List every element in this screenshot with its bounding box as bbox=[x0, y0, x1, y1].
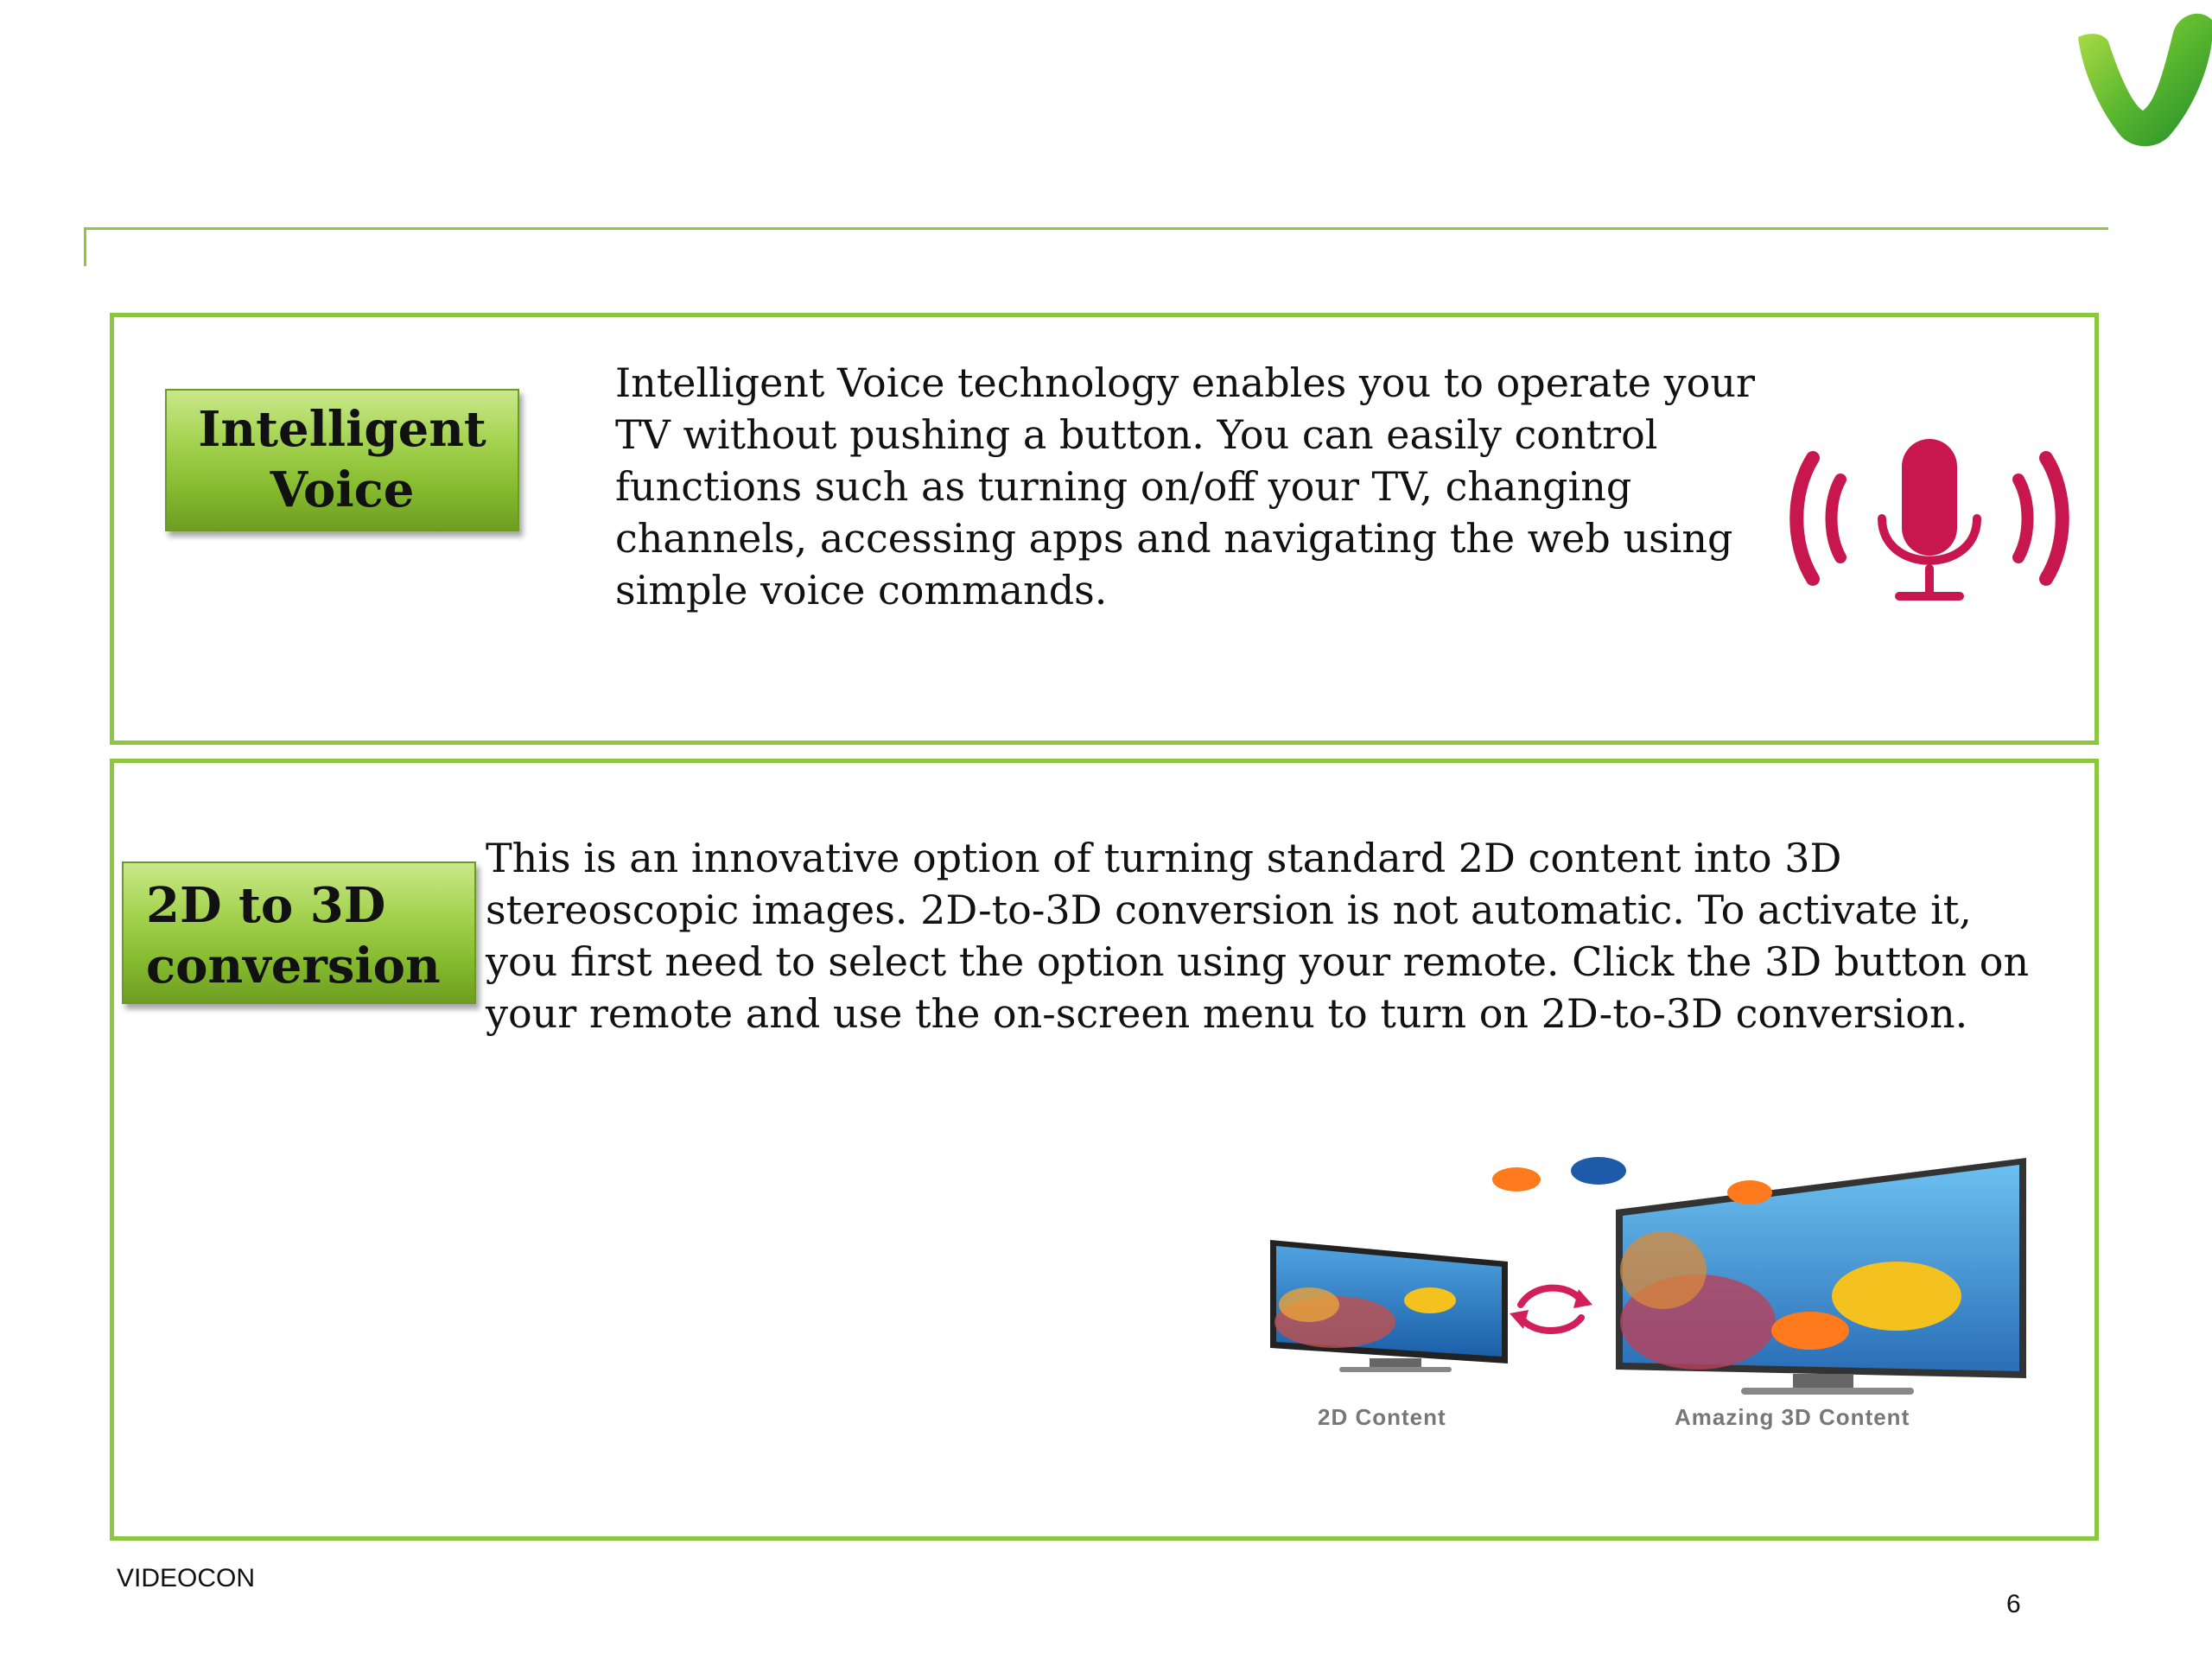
videocon-v-logo-icon bbox=[2069, 7, 2212, 154]
2d-tv-icon bbox=[1270, 1240, 1508, 1372]
2d-to-3d-illustration bbox=[1257, 1132, 2035, 1443]
conversion-title: 2D to 3D conversion bbox=[122, 861, 476, 1004]
header-divider-tick bbox=[84, 227, 86, 266]
fish-icon bbox=[1492, 1157, 1772, 1205]
2d-content-label: 2D Content bbox=[1318, 1404, 1446, 1430]
intelligent-voice-description: Intelligent Voice technology enables you to operate your TV without pushing a button. You can easily control functions such as turning on/off your TV, changing channels, accessing apps and navigating the web using simple voice commands. bbox=[615, 359, 1755, 613]
intelligent-voice-title: Intelligent Voice bbox=[165, 389, 519, 531]
page-number: 6 bbox=[2006, 1590, 2021, 1618]
voice-microphone-icon bbox=[1778, 423, 2081, 613]
swap-arrows-icon bbox=[1510, 1288, 1592, 1331]
footer-brand: VIDEOCON bbox=[117, 1564, 256, 1592]
3d-content-label: Amazing 3D Content bbox=[1675, 1404, 1910, 1430]
3d-tv-icon bbox=[1616, 1158, 2026, 1395]
conversion-description: This is an innovative option of turning standard 2D content into 3D stereoscopic images. 2D-to-3D conversion is not automatic. To activate it, you first need to select the option using your remote. Click the 3D button on your remote and use the on-screen menu to turn on 2D-to-3D conversion. bbox=[486, 835, 2030, 1037]
header-divider bbox=[84, 227, 2108, 230]
